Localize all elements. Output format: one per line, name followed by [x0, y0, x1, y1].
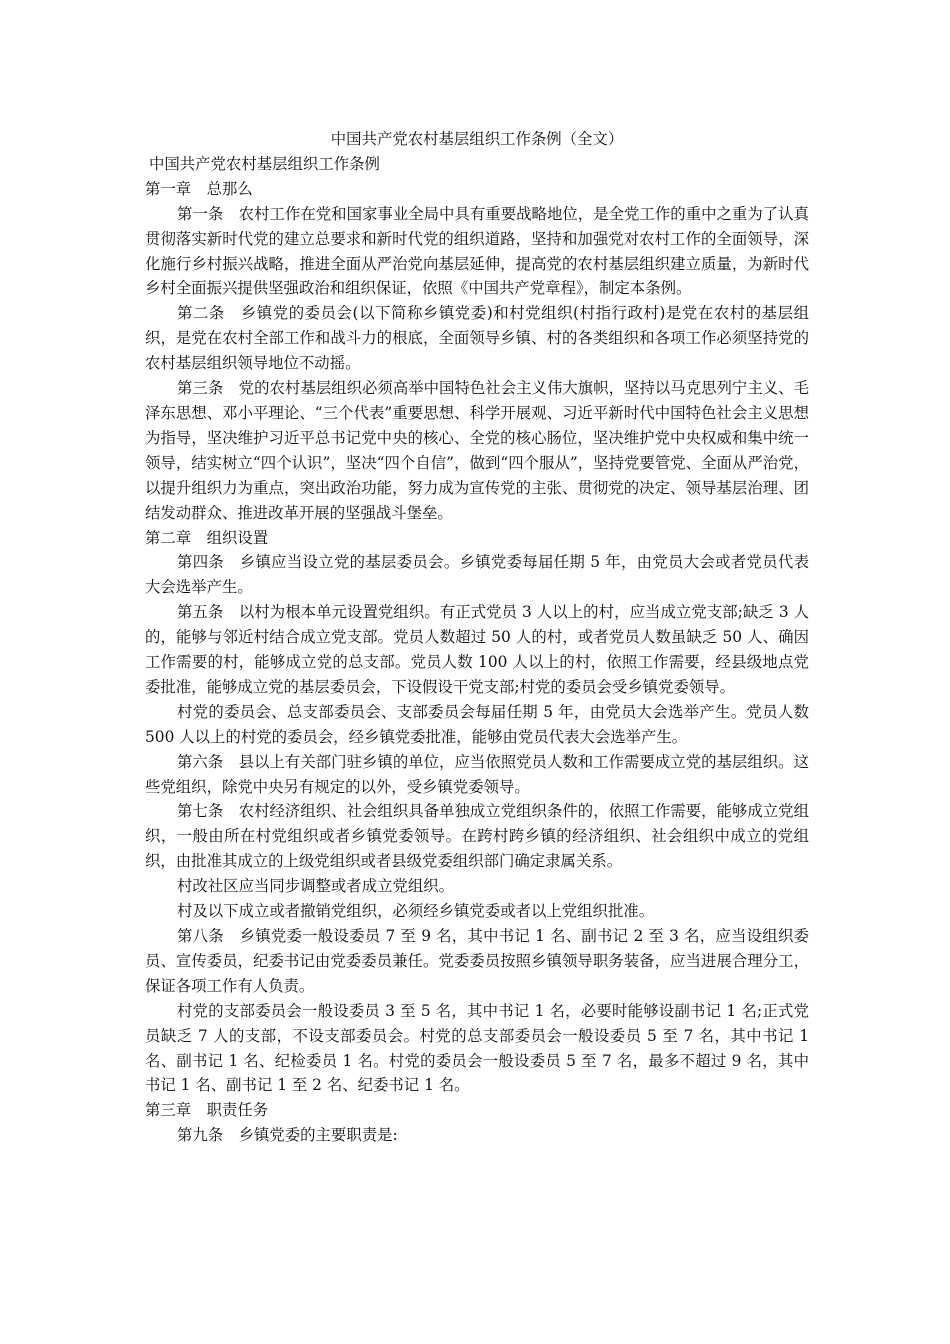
article-text: 县以上有关部门驻乡镇的单位，应当依照党员人数和工作需要成立党的基层组织。这些党组织，除党中央另有规定的以外，受乡镇党委领导。: [145, 752, 809, 796]
article-number: 第六条: [177, 752, 239, 771]
article-8-paragraph-2: 村党的支部委员会一般设委员 3 至 5 名，其中书记 1 名，必要时能够设副书记 1 名;正式党员缺乏 7 人的支部，不设支部委员会。村党的总支部委员会一般设委员 5 至 7 名，其中书记 1 名、副书记 1 名、纪检委员 1 名。村党的委员会一般设委员 5 至 7 名，最多不超过 9 名，其中书记 1 名、副书记 1 至 2 名、纪委书记 1 名。: [145, 1001, 809, 1095]
article-5-paragraph-2: 村党的委员会、总支部委员会、支部委员会每届任期 5 年，由党员大会选举产生。党员人数 500 人以上的村党的委员会，经乡镇党委批准，能够由党员代表大会选举产生。: [145, 702, 809, 746]
article-number: 第三条: [177, 379, 239, 398]
article-4: [145, 550, 809, 600]
chapter-heading-1: 第一章 总那么: [145, 179, 253, 198]
article-7-paragraph-2: 村改社区应当同步调整或者成立党组织。: [177, 877, 455, 896]
article-2: [145, 301, 809, 376]
article-text: 党的农村基层组织必须高举中国特色社会主义伟大旗帜，坚持以马克思列宁主义、毛泽东思想、邓小平理论、“三个代表”重要思想、科学开展观、习近平新时代中国特色社会主义思想为指导，坚决维护习近平总书记党中央的核心、全党的核心肠位，坚决维护党中央权威和集中统一领导，结实树立“四个认识”，坚决“四个自信”，做到“四个服从”，坚持党要管党、全面从严治党，以提升组织力为重点，突出政治功能，努力成为宣传党的主张、贯彻党的决定、领导基层治理、团结发动群众、推进改革开展的坚强战斗堡垒。: [145, 379, 809, 522]
article-text: 乡镇应当设立党的基层委员会。乡镇党委每届任期 5 年，由党员大会或者党员代表大会选举产生。: [145, 553, 809, 597]
article-9: [145, 1123, 809, 1148]
article-number: 第五条: [177, 603, 239, 622]
article-number: 第一条: [177, 204, 239, 223]
article-text: 农村工作在党和国家事业全局中具有重要战略地位，是全党工作的重中之重为了认真贯彻落实新时代党的建立总要求和新时代党的组织道路，坚持和加强党对农村工作的全面领导，深化施行乡村振兴战略，推进全面从严治党向基层延伸，提高党的农村基层组织建立质量，为新时代乡村全面振兴提供坚强政治和组织保证，依照《中国共产党章程》，制定本条例。: [145, 204, 809, 298]
article-number: 第四条: [177, 553, 240, 572]
chapter-heading-2: 第二章 组织设置: [145, 528, 269, 547]
article-text: 乡镇党委的主要职责是:: [238, 1126, 398, 1145]
article-text: 农村经济组织、社会组织具备单独成立党组织条件的，依照工作需要，能够成立党组织，一般由所在村党组织或者乡镇党委领导。在跨村跨乡镇的经济组织、社会组织中成立的党组织，由批准其成立的上级党组织或者县级党委组织部门确定隶属关系。: [145, 802, 809, 871]
article-number: 第九条: [177, 1126, 239, 1145]
article-text: 乡镇党的委员会(以下简称乡镇党委)和村党组织(村指行政村)是党在农村的基层组织，是党在农村全部工作和战斗力的根底，全面领导乡镇、村的各类组织和各项工作必须坚持党的农村基层组织领导地位不动摇。: [145, 304, 809, 373]
article-text: 乡镇党委一般设委员 7 至 9 名，其中书记 1 名、副书记 2 至 3 名，应当设组织委员、宣传委员，纪委书记由党委委员兼任。党委委员按照乡镇领导职务装备，应当进展合理分工，保证各项工作有人负责。: [145, 927, 809, 995]
document-subtitle: 中国共产党农村基层组织工作条例: [149, 154, 380, 173]
document-body: [145, 127, 809, 1148]
article-8: [145, 924, 809, 999]
article-5: [145, 600, 809, 700]
chapter-heading-3: 第三章 职责任务: [145, 1101, 269, 1120]
article-text: 以村为根本单元设置党组织。有正式党员 3 人以上的村，应当成立党支部;缺乏 3 人的，能够与邻近村结合成立党支部。党员人数超过 50 人的村，或者党员人数虽缺乏 50 人、确因工作需要的村，能够成立党的总支部。党员人数 100 人以上的村，依照工作需要，经县级地点党委批准，能够成立党的基层委员会，下设假设干党支部;村党的委员会受乡镇党委领导。: [145, 603, 809, 696]
article-3: [145, 376, 809, 525]
article-number: 第二条: [177, 304, 241, 323]
document-title: 中国共产党农村基层组织工作条例（全文）: [330, 130, 624, 148]
article-7-paragraph-3: 村及以下成立或者撤销党组织，必须经乡镇党委或者以上党组织批准。: [177, 902, 655, 921]
article-number: 第八条: [177, 927, 240, 945]
article-6: [145, 750, 809, 800]
article-number: 第七条: [177, 802, 239, 821]
article-1: [145, 202, 809, 302]
article-7: [145, 799, 809, 874]
